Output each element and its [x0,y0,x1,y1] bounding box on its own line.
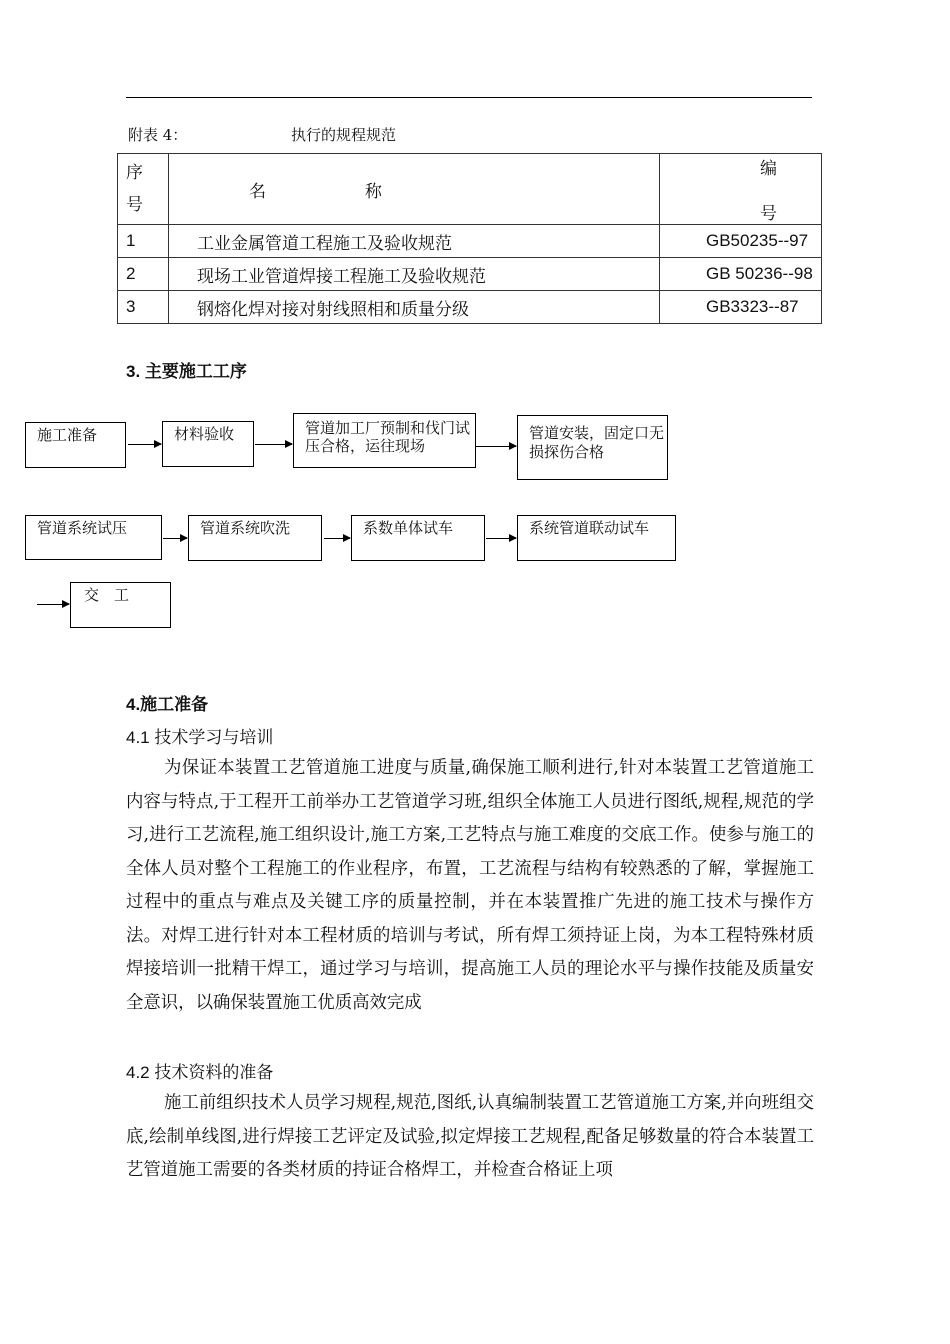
flow-step-material-check: 材料验收 [162,421,254,467]
flow-arrow [163,538,187,539]
row-name: 现场工业管道焊接工程施工及验收规范 [169,258,660,291]
section-3-title: 3. 主要施工工序 [126,362,247,381]
flow-arrow [476,446,516,447]
flow-step-prefab-test: 管道加工厂预制和伐门试压合格，运往现场 [293,413,476,468]
row-code: GB50235--97 [660,225,822,258]
flow-arrow [37,604,69,605]
section-4-2-title: 4.2 技术资料的准备 [126,1063,274,1082]
header-seq-text: 序号 [126,163,143,215]
header-code-char-1: 编 [760,159,777,179]
table-row [118,258,822,291]
appendix-title: 执行的规程规范 [291,126,397,144]
spec-table [117,153,822,324]
row-name: 钢熔化焊对接对射线照相和质量分级 [169,291,660,324]
flow-step-install-ndt: 管道安装，固定口无损探伤合格 [517,415,668,480]
appendix-label: 附表 4： [128,126,188,144]
row-code: GB3323--87 [660,291,822,324]
header-name-char-2: 称 [364,181,382,202]
flow-arrow [128,444,161,445]
section-4-1-paragraph: 为保证本装置工艺管道施工进度与质量,确保施工顺利进行,针对本装置工艺管道施工内容与特点,于工程开工前举办工艺管道学习班,组织全体施工人员进行图纸,规程,规范的学习,进行工艺流程,施工组织设计,施工方案,工艺特点与施工难度的交底工作。使参与施工的全体人员对整个工程施工的作业程序，布置，工艺流程与结构有较熟悉的了解，掌握施工过程中的重点与难点及关键工序的质量控制，并在本装置推广先进的施工技术与操作方法。对焊工进行针对本工程材质的培训与考试，所有焊工须持证上岗，为本工程特殊材质焊接培训一批精干焊工，通过学习与培训，提高施工人员的理论水平与操作技能及质量安全意识，以确保装置施工优质高效完成 [126,758,814,1013]
flow-step-pressure-test: 管道系统试压 [25,515,162,560]
flow-step-prepare: 施工准备 [25,422,126,468]
header-rule [126,97,812,98]
header-code [660,154,822,225]
table-row [118,291,822,324]
row-code: GB 50236--98 [660,258,822,291]
row-seq: 3 [118,291,169,324]
flow-arrow [324,538,350,539]
flow-arrow [486,538,516,539]
flow-step-purge: 管道系统吹洗 [188,515,322,561]
table-row [118,225,822,258]
header-name-char-1: 名 [249,181,266,202]
flow-arrow [255,444,292,445]
row-name: 工业金属管道工程施工及验收规范 [169,225,660,258]
section-4-title: 4.施工准备 [126,695,209,714]
table-header-row [118,154,822,225]
flow-step-single-test: 系数单体试车 [351,515,485,561]
header-seq [118,154,169,225]
flow-step-handover: 交 工 [70,582,171,628]
row-seq: 1 [118,225,169,258]
section-4-1-title: 4.1 技术学习与培训 [126,728,274,747]
header-code-char-2: 号 [760,204,777,224]
header-name [169,154,660,225]
flow-step-joint-test: 系统管道联动试车 [517,515,676,561]
section-4-2-paragraph: 施工前组织技术人员学习规程,规范,图纸,认真编制装置工艺管道施工方案,并向班组交底,绘制单线图,进行焊接工艺评定及试验,拟定焊接工艺规程,配备足够数量的符合本装置工艺管道施工需要的各类材质的持证合格焊工，并检查合格证上项 [126,1093,814,1180]
row-seq: 2 [118,258,169,291]
